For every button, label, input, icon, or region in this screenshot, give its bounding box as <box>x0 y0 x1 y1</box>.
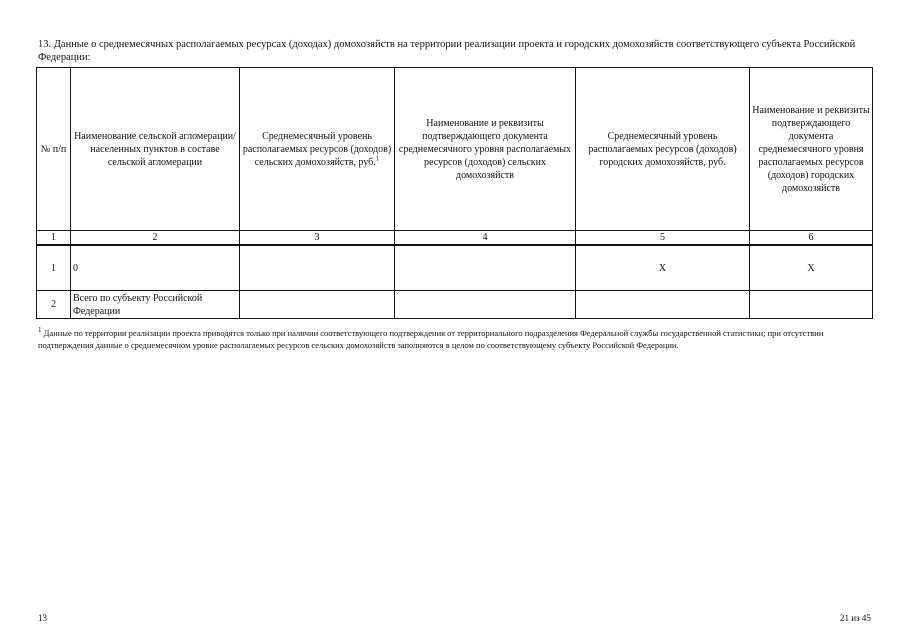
page-number-left: 13 <box>38 613 47 623</box>
table-cell <box>395 245 576 291</box>
column-number-cell: 1 <box>37 231 71 246</box>
household-income-table <box>36 67 873 319</box>
header-cell-rural-income <box>240 68 395 231</box>
column-number-cell: 2 <box>71 231 240 246</box>
column-number-cell: 6 <box>750 231 873 246</box>
footnote-text: Данные по территории реализации проекта приводятся только при наличии соответствующего подтверждения от территориального подразделения Федеральной службы государственной статистики; при отсутствии подтверждения данные о среднемесячном уровне располагаемых ресурсов сельских домохозяйств заполняются в целом по соответствующему субъекту Российской Федерации. <box>38 328 824 350</box>
table-cell: 2 <box>37 291 71 319</box>
header-cell-number: № п/п <box>37 68 71 231</box>
table-cell: X <box>750 245 873 291</box>
column-number-cell: 4 <box>395 231 576 246</box>
table-cell: Всего по субъекту Российской Федерации <box>71 291 240 319</box>
header-cell-urban-document: Наименование и реквизиты подтверждающего документа среднемесячного уровня располагаемых ресурсов (доходов) городских домохозяйств <box>750 68 873 231</box>
header-cell-rural-document: Наименование и реквизиты подтверждающего документа среднемесячного уровня располагаемых ресурсов (доходов) сельских домохозяйств <box>395 68 576 231</box>
table-cell <box>240 245 395 291</box>
table-cell <box>750 291 873 319</box>
table-cell <box>395 291 576 319</box>
header-cell-rural-income-text: Среднемесячный уровень располагаемых ресурсов (доходов) сельских домохозяйств, руб. <box>242 130 392 168</box>
table-cell <box>576 291 750 319</box>
column-number-cell: 5 <box>576 231 750 246</box>
header-cell-urban-income: Среднемесячный уровень располагаемых ресурсов (доходов) городских домохозяйств, руб. <box>576 68 750 231</box>
table-cell: 0 <box>71 245 240 291</box>
table-header-row <box>37 68 873 231</box>
column-number-cell: 3 <box>240 231 395 246</box>
table-cell <box>240 291 395 319</box>
table-row <box>37 245 873 291</box>
table-cell: 1 <box>37 245 71 291</box>
table-cell: X <box>576 245 750 291</box>
header-cell-agglomeration: Наименование сельской агломерации/населенных пунктов в составе сельской агломерации <box>71 68 240 231</box>
footnote <box>38 327 868 351</box>
page-number-right: 21 из 45 <box>840 613 871 623</box>
section-heading: 13. Данные о среднемесячных располагаемых ресурсах (доходах) домохозяйств на территории реализации проекта и городских домохозяйств соответствующего субъекта Российской Федерации: <box>38 39 856 63</box>
table-row <box>37 291 873 319</box>
column-number-row <box>37 231 873 246</box>
footnote-mark: 1 <box>375 154 380 163</box>
footnote-mark: 1 <box>38 326 42 335</box>
